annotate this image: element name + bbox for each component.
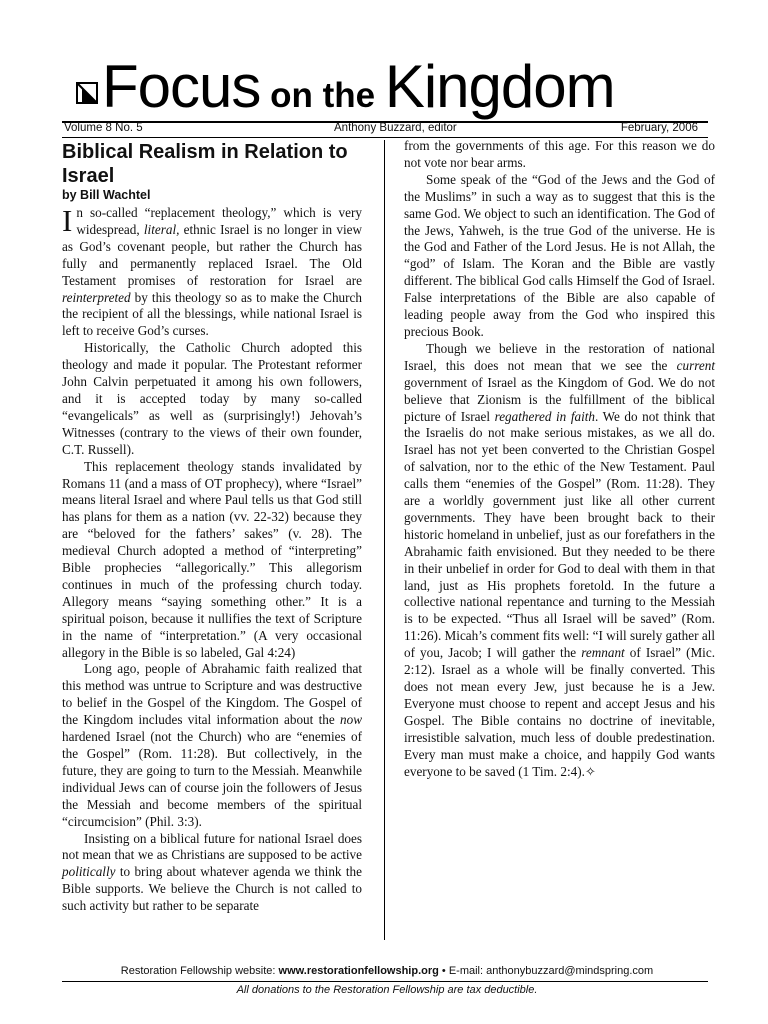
footer-email-link[interactable]: anthonybuzzard@mindspring.com — [486, 965, 654, 977]
p1-emphasis-reinterpreted: reinterpreted — [62, 289, 131, 305]
footer-website-label: Restoration Fellowship website: — [120, 965, 279, 977]
footer-rule — [62, 981, 708, 982]
paragraph-2: Historically, the Catholic Church adopted this theology and made it popular. The Protestant reformer John Calvin perpetuated it among his own followers, and it is accepted today by many so-called “evangelicals” as well as (surprisingly!) Jehovah’s Witnesses (contrary to the views of their own founder, C.T. Russell). — [62, 340, 362, 457]
article-headline: Biblical Realism in Relation to Israel — [62, 141, 348, 187]
p4-text-a: Long ago, people of Abrahamic faith realized that this method was untrue to Scripture and was destructive to belief in the Gospel of the Kingdom. The Gospel of the Kingdom includes vital information about the — [62, 661, 362, 728]
footer-contact — [62, 965, 712, 977]
r3-emphasis-remnant: remnant — [581, 645, 625, 661]
r3-emphasis-current: current — [676, 357, 715, 373]
masthead — [62, 52, 712, 122]
r3-text-c: . We do not think that the Israelis do not make serious mistakes, as we all do. Israel has not yet been converted to the Christian Gospel of salvation, nor to the ethic of the New Testament. Paul calls them “enemies of the Gospel” (Rom. 11:28). They are a worldly government just like all other current governments. They have been brought back to their historic homeland in unbelief, just as our forefathers in the Abrahamic faith envisioned. But they needed to be there in their unbelief in order for God to deal with them in that land, just as His prophets foretold. In the future a collective national repentance and turning to the Messiah is to be expected. “Thus all Israel will be saved” (Rom. 11:26). Micah’s comment fits well: “I will surely gather all of you, Jacob; I will gather the — [404, 408, 715, 661]
paragraph-r2: Some speak of the “God of the Jews and the God of the Muslims” in such a way as to suggest that this is the same God. We object to such an identification. The God of the Jews, Yahweh, is the true God of the universe. He is the God and Father of the Lord Jesus. He is not Allah, the “god” of Islam. The Koran and the Bible are vastly different. The biblical God calls Himself the God of Israel. False interpretations of the Bible are also capable of leading people away from the God who inspired this precious Book. — [404, 171, 715, 339]
volume-label: Volume 8 No. 5 — [64, 122, 143, 134]
paragraph-r3 — [404, 341, 715, 781]
left-column — [62, 205, 362, 915]
end-mark-icon: ✧ — [584, 763, 596, 779]
r3-text-b: government of Israel as the Kingdom of God. We do not believe that Zionism is the fulfillment of the biblical picture of Israel — [404, 374, 715, 424]
article-byline: by Bill Wachtel — [62, 188, 151, 202]
masthead-title-focus: Focus — [102, 53, 261, 120]
r3-emphasis-regathered: regathered in faith — [494, 408, 595, 424]
paragraph-1 — [62, 205, 362, 340]
editor-label: Anthony Buzzard, editor — [334, 122, 457, 134]
masthead-title-kingdom: Kingdom — [384, 53, 615, 120]
p1-text-b: ethnic Israel is no longer in view as God’s covenant people, but rather the Church has fully and permanently replaced Israel. The Old Testament promises of restoration for Israel are — [62, 221, 362, 288]
p1-text-c: by this theology so as to make the Church the recipient of all the blessings, while national Israel is left to receive God’s curses. — [62, 289, 362, 339]
p1-text-a: n so-called “replacement theology,” which is very widespread, — [76, 205, 362, 237]
r3-text-a: Though we believe in the restoration of national Israel, this does not mean that we see the — [404, 340, 715, 373]
drop-cap: I — [62, 203, 73, 238]
paragraph-r1: from the governments of this age. For this reason we do not vote nor bear arms. — [404, 138, 715, 170]
paragraph-3: This replacement theology stands invalidated by Romans 11 (and a mass of OT prophecy), where “Israel” means literal Israel and where Paul tells us that God still has plans for them as a nation (vv. 22-32) because they are “beloved for the fathers’ sakes” (v. 28). The medieval Church adopted a method of “interpreting” Bible prophecies “allegorically.” This allegorism continues in much of the professing church today. Allegory means “saying something other.” It is a spiritual poison, because it nullifies the text of Scripture in the name of “interpretation.” (A very occasional allegory in the Bible is so labeled, Gal 4:24) — [62, 458, 362, 660]
footer-email-separator: • E-mail: — [438, 965, 487, 977]
p4-emphasis-now: now — [340, 712, 362, 728]
r3-text-d: of Israel” (Mic. 2:12). Israel as a whole will be finally converted. This does not mean every Jew, just because he is a Jew. Everyone must choose to repent and accept Jesus and his Gospel. The Bible contains no doctrine of inevitable, irresistible salvation, much less of double predestination. Every man must make a choice, and happily God wants everyone to be saved (1 Tim. 2:4). — [404, 645, 715, 779]
p4-text-b: hardened Israel (not the Church) who are “enemies of the Gospel” (Rom. 11:28). But collectively, in the future, they are going to turn to the Messiah. Meanwhile individual Jews can of course join the followers of Jesus the Messiah and become members of the spiritual “circumcision” (Phil. 3:3). — [62, 729, 362, 829]
p5-text-b: to bring about whatever agenda we think the Bible supports. We believe the Church is not called to such activity but rather to be separate — [62, 864, 362, 914]
footer-website-link[interactable]: www.restorationfellowship.org — [278, 965, 439, 977]
date-label: February, 2006 — [620, 122, 698, 134]
column-divider — [384, 140, 385, 940]
right-column — [404, 138, 715, 780]
p5-text-a: Insisting on a biblical future for national Israel does not mean that we as Christians are supposed to be active — [62, 830, 362, 863]
issue-info — [62, 122, 706, 138]
p1-emphasis-literal: literal, — [143, 221, 180, 237]
paragraph-4 — [62, 661, 362, 830]
masthead-title-on-the: on the — [260, 76, 385, 115]
paragraph-5 — [62, 831, 362, 916]
p5-emphasis-politically: politically — [62, 864, 116, 880]
corner-triangle-icon — [76, 82, 98, 104]
footer-note: All donations to the Restoration Fellowship are tax deductible. — [236, 984, 538, 996]
